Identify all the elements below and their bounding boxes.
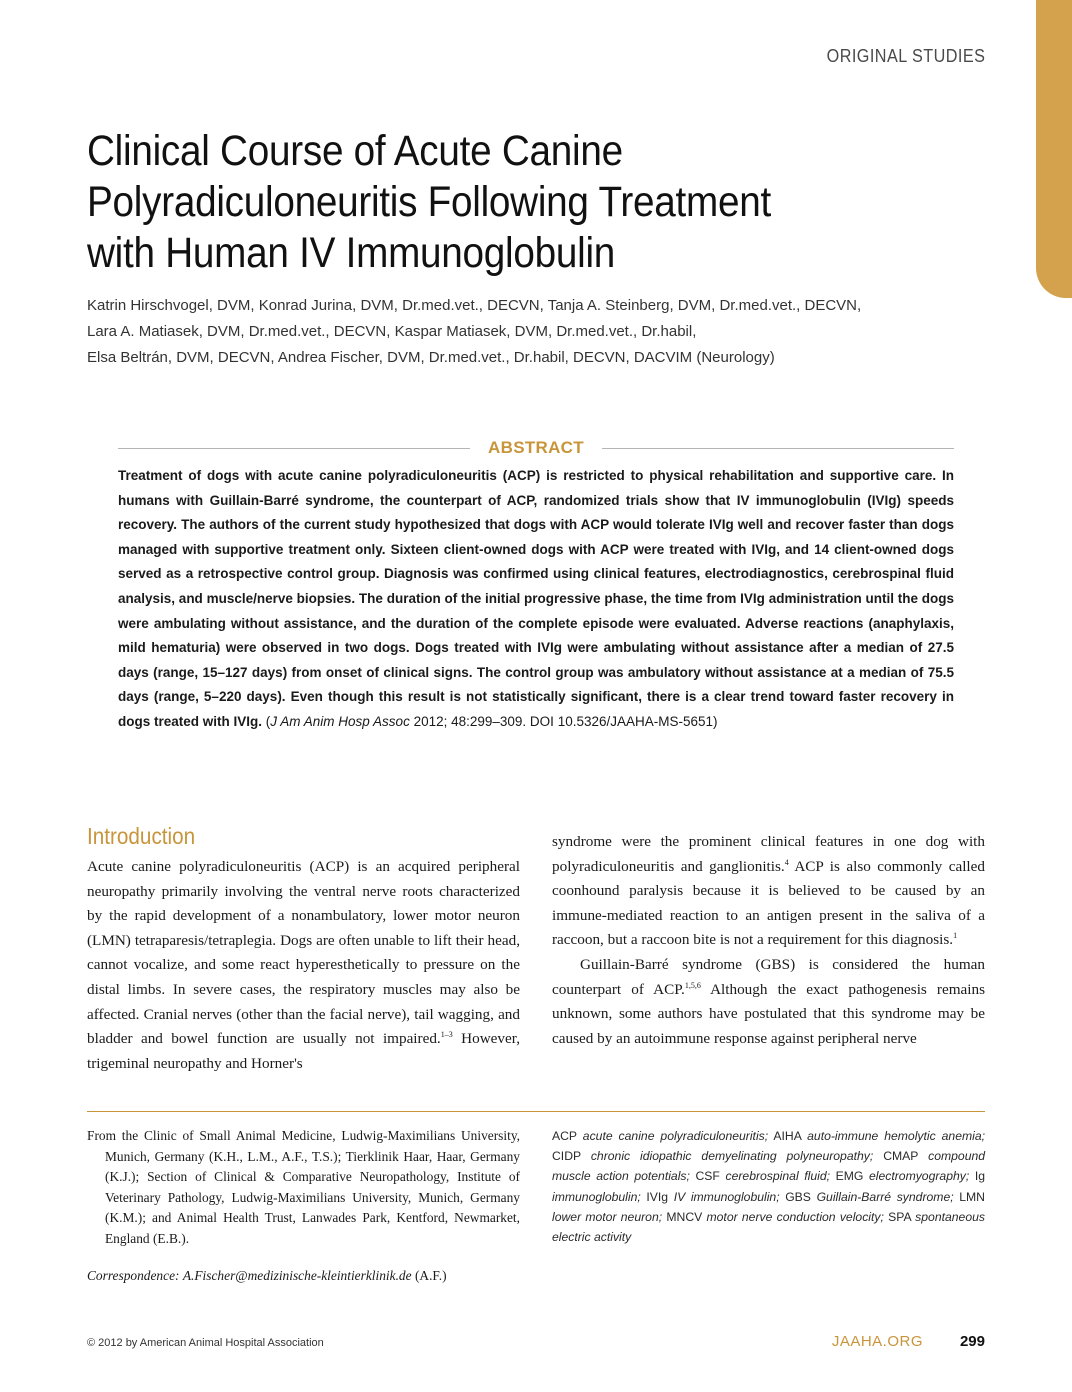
journal-website-link[interactable]: JAAHA.ORG xyxy=(831,1333,923,1350)
abbr-definition: auto-immune hemolytic anemia; xyxy=(807,1129,986,1143)
footnote-divider xyxy=(87,1111,985,1112)
correspondence-initials: (A.F.) xyxy=(414,1267,447,1283)
journal-name: J Am Anim Hosp Assoc xyxy=(270,713,410,729)
correspondence xyxy=(87,1266,520,1287)
abbr-definition: immunoglobulin; xyxy=(552,1189,641,1204)
abstract-citation: (J Am Anim Hosp Assoc 2012; 48:299–309. DOI 10.5326/JAAHA-MS-5651) xyxy=(265,713,718,729)
abbr-term: CSF xyxy=(695,1169,720,1184)
abbr-term: SPA xyxy=(888,1209,911,1224)
intro-paragraph: Acute canine polyradiculoneuritis (ACP) is an acquired peripheral neuropathy primarily involving the ventral nerve roots characterized by the rapid development of a nonambulatory, lower motor neuron (LMN) tetraparesis/tetraplegia. Dogs are often unable to lift their head, cannot vocalize, and some react hyperesthetically to pressure on the distal limbs. In severe cases, the respiratory muscles may also be affected. Cranial nerves (other than the facial nerve), tail wagging, and bladder and bowel function are usually not impaired.$^{1-3}$ However, trigeminal neuropathy and Horner's xyxy=(87,858,520,1072)
abbreviations-list xyxy=(552,1126,985,1247)
abbr-term: Ig xyxy=(974,1169,986,1184)
correspondence-label: Correspondence: xyxy=(87,1267,180,1283)
abbr-definition: Guillain-Barré syndrome; xyxy=(816,1189,954,1204)
abbr-definition: electromyography; xyxy=(868,1169,970,1184)
intro-paragraph: Guillain-Barré syndrome (GBS) is considered the human counterpart of ACP.$^{1,5,6}$ Although the exact pathogenesis remains unknown, some authors have postulated that this syndrome may be caused by an autoimmune response against peripheral nerve xyxy=(552,955,985,1047)
reference-marker: 4 xyxy=(784,857,789,867)
section-label: ORIGINAL STUDIES xyxy=(826,46,985,66)
intro-column-left xyxy=(87,855,520,1076)
abbr-definition: acute canine polyradiculoneuritis; xyxy=(582,1129,769,1143)
affiliation-footnote xyxy=(87,1126,520,1286)
abbr-term: EMG xyxy=(835,1169,864,1184)
abstract-body: Treatment of dogs with acute canine polyradiculoneuritis (ACP) is restricted to physical rehabilitation and supportive care. In humans with Guillain-Barré syndrome, the counterpart of ACP, randomized trials show that IV immunoglobulin (IVIg) speeds recovery. The authors of the current study hypothesized that dogs with ACP would tolerate IVIg well and recover faster than dogs managed with supportive treatment only. Sixteen client-owned dogs with ACP were treated with IVIg, and 14 client-owned dogs served as a retrospective control group. Diagnosis was confirmed using clinical features, electrodiagnostics, cerebrospinal fluid analysis, and muscle/nerve biopsies. The duration of the initial progressive phase, the time from IVIg administration until the dogs were ambulating without assistance, and the duration of the complete episode were evaluated. Adverse reactions (anaphylaxis, mild hematuria) were observed in two dogs. Dogs treated with IVIg were ambulating without assistance after a median of 27.5 days (range, 15–127 days) from onset of clinical signs. The control group was ambulatory without assistance at a median of 75.5 days (range, 5–220 days). Even though this result is not statistically significant, there is a clear trend toward faster recovery in dogs treated with IVIg. xyxy=(118,468,954,729)
abbr-term: CIDP xyxy=(552,1149,581,1164)
abbr-term: MNCV xyxy=(666,1209,703,1224)
abbr-definition: motor nerve conduction velocity; xyxy=(706,1209,884,1224)
abbr-term: GBS xyxy=(785,1189,811,1204)
abbr-definition: lower motor neuron; xyxy=(552,1209,663,1224)
author-line: Katrin Hirschvogel, DVM, Konrad Jurina, DVM, Dr.med.vet., DECVN, Tanja A. Steinberg, DVM, Dr.med.vet., DECVN, xyxy=(87,297,862,314)
affiliation-text: From the Clinic of Small Animal Medicine, Ludwig-Maximilians University, Munich, Germany (K.H., L.M., A.F., T.S.); Tierklinik Haar, Haar, Germany (K.J.); Section of Clinical & Comparative Neuropathology, Institute of Veterinary Pathology, Ludwig-Maximilians University, Munich, Germany (K.M.); and Animal Health Trust, Lanwades Park, Kentford, Newmarket, England (E.B.). xyxy=(87,1128,520,1246)
intro-paragraph: syndrome were the prominent clinical features in one dog with polyradiculoneuritis and ganglionitis.$^4$ ACP is also commonly called coonhound paralysis because it is believed to be caused by an immune-mediated reaction to an antigen present in the saliva of a raccoon, but a raccoon bite is not a requirement for this diagnosis.$^1$ xyxy=(552,833,985,949)
reference-marker: 1 xyxy=(953,931,958,941)
intro-column-right xyxy=(552,830,985,1051)
abbr-term: AIHA xyxy=(773,1129,802,1143)
abbr-definition: IV immunoglobulin; xyxy=(673,1189,780,1204)
abstract-heading: ABSTRACT xyxy=(488,438,584,457)
reference-marker: 1–3 xyxy=(440,1030,453,1040)
abbr-term: LMN xyxy=(959,1189,985,1204)
abbr-definition: spontaneous electric activity xyxy=(552,1209,985,1245)
author-line: Lara A. Matiasek, DVM, Dr.med.vet., DECVN, Kaspar Matiasek, DVM, Dr.med.vet., Dr.habil, xyxy=(87,323,697,340)
title-line: with Human IV Immunoglobulin xyxy=(87,229,616,277)
section-tab xyxy=(1036,0,1072,298)
copyright-notice: © 2012 by American Animal Hospital Association xyxy=(87,1337,324,1349)
abbr-term: CMAP xyxy=(883,1149,919,1164)
abbr-term: IVIg xyxy=(646,1189,669,1204)
author-line: Elsa Beltrán, DVM, DECVN, Andrea Fischer, DVM, Dr.med.vet., Dr.habil, DECVN, DACVIM (Neurology) xyxy=(87,349,775,366)
correspondence-email[interactable]: A.Fischer@medizinische-kleintierklinik.de xyxy=(182,1267,412,1283)
abbr-definition: cerebrospinal fluid; xyxy=(725,1169,830,1184)
abstract-header xyxy=(118,437,954,459)
abbr-term: ACP xyxy=(552,1129,577,1143)
introduction-heading: Introduction xyxy=(87,823,196,849)
abstract-text xyxy=(118,464,954,735)
title-line: Polyradiculoneuritis Following Treatment xyxy=(87,178,771,226)
page-number: 299 xyxy=(959,1333,985,1350)
article-title xyxy=(87,126,825,279)
abbr-definition: chronic idiopathic demyelinating polyneuropathy; xyxy=(590,1149,874,1164)
reference-marker: 1,5,6 xyxy=(684,980,701,990)
title-line: Clinical Course of Acute Canine xyxy=(87,127,623,175)
author-list xyxy=(87,293,937,371)
abbr-definition: compound muscle action potentials; xyxy=(552,1149,986,1184)
abstract-rule-right xyxy=(602,448,954,449)
